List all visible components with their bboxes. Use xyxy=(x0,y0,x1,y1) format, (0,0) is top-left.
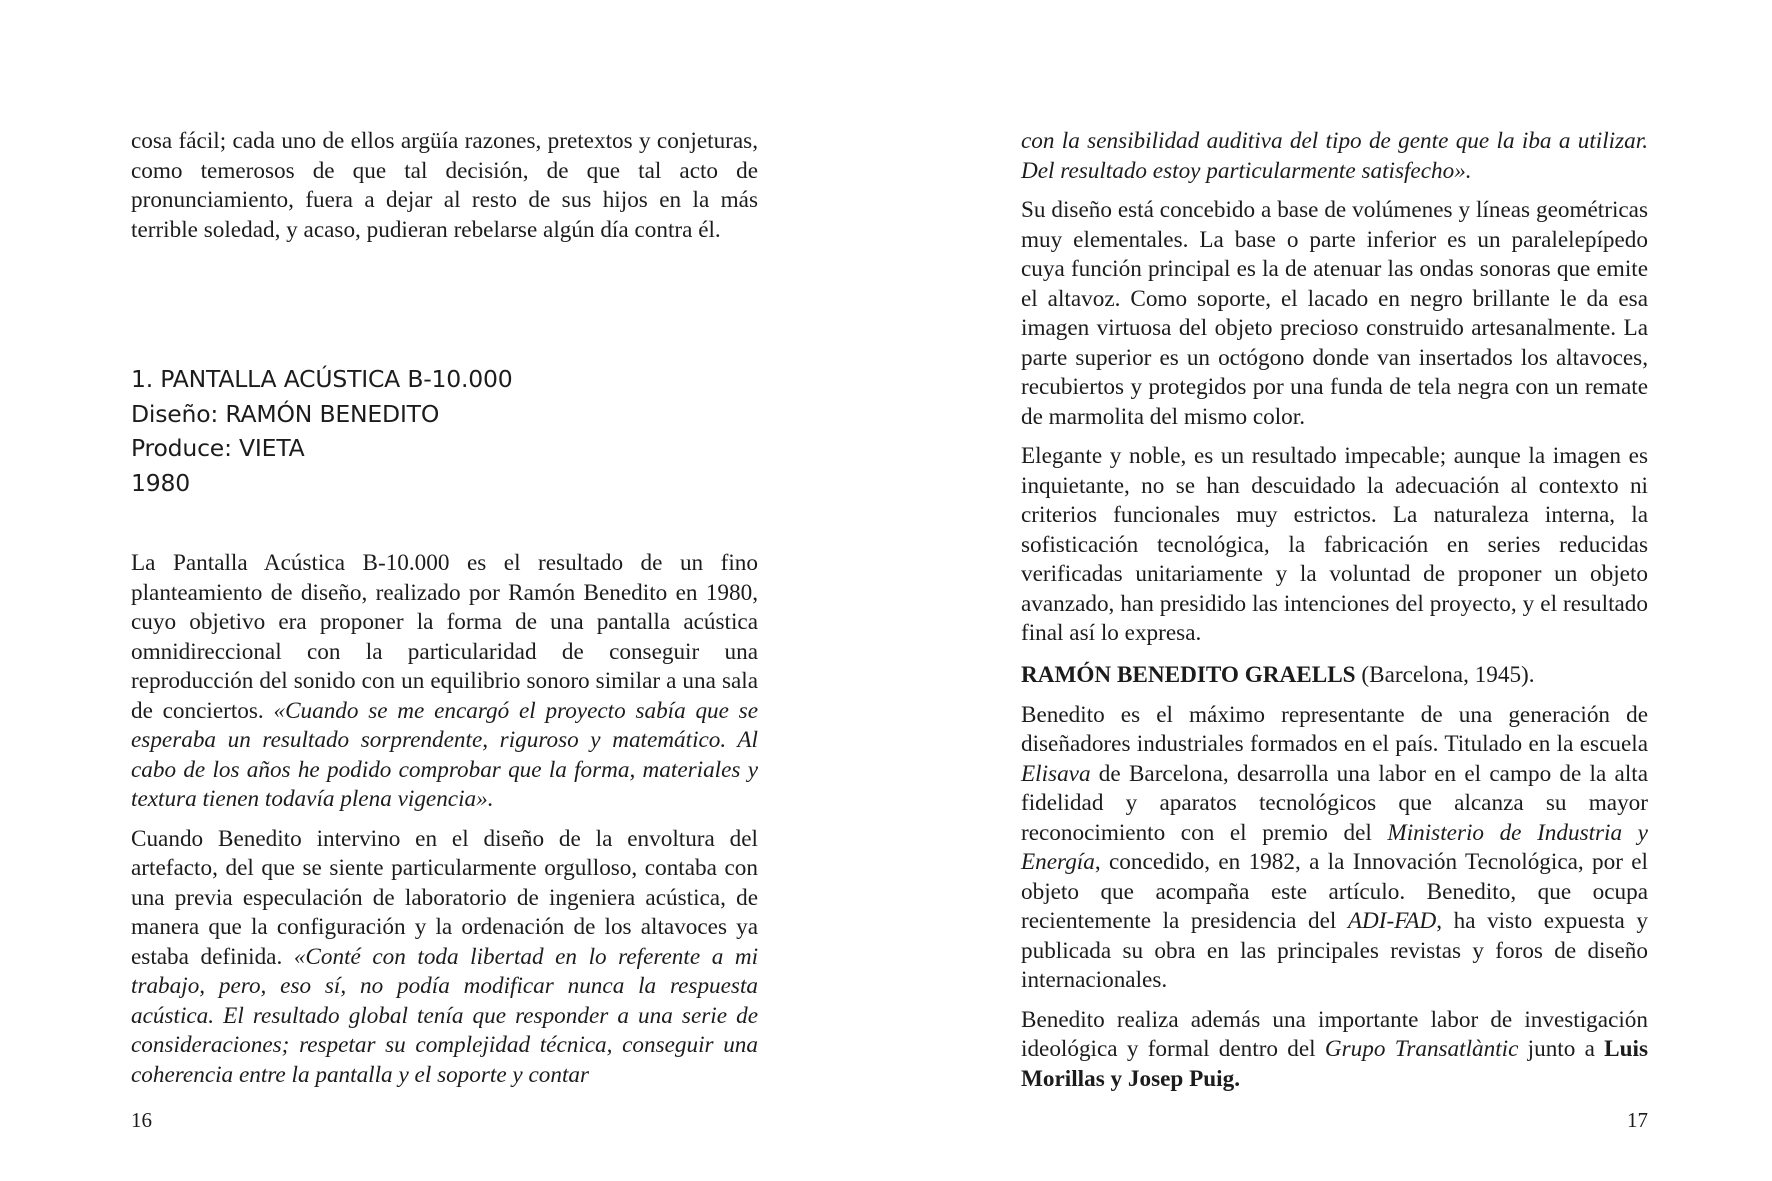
body-paragraph-2-text: Cuando Benedito intervino en el diseño de la envoltura del artefacto, del que se siente particularmente orgulloso, contaba con una previa especulación de laboratorio de ingeniera acústica, de manera que la configuración y la ordenación de los altavoces ya estaba definida. xyxy=(131,825,758,970)
article-heading xyxy=(131,362,513,500)
bio-paragraph-1-part-b: de Barcelona, desarrolla una labor en el campo de la alta fidelidad y aparatos tecnológicos que alcanza su mayor reconocimiento con el premio del xyxy=(1021,760,1648,846)
body-paragraph-2 xyxy=(131,825,758,1091)
bio-paragraph-2-part-a: Benedito realiza además una importante labor de investigación ideológica y formal dentro del xyxy=(1021,1006,1648,1062)
bio-paragraph-1-part-a: Benedito es el máximo representante de una generación de diseñadores industriales formados en el país. Titulado en la escuela xyxy=(1021,701,1648,757)
bio-paragraph-1 xyxy=(1021,701,1648,996)
page-number-left: 16 xyxy=(131,1108,152,1132)
right-body-block xyxy=(1021,127,1648,649)
designer-quote-1: «Cuando se me encargó el proyecto sabía que se esperaba un resultado sorprendente, riguroso y matemático. Al cabo de los años he podido comprobar que la forma, materiales y textura tienen todavía plena vigencia». xyxy=(131,697,758,812)
assessment-paragraph: Elegante y noble, es un resultado impecable; aunque la imagen es inquietante, no se han descuidado la adecuación al contexto ni criterios funcionales muy estrictos. La naturaleza interna, la sofisticación tecnológica, la fabricación en series reducidas verificadas unitariamente y la voluntad de proponer un objeto avanzado, han presidido las intenciones del proyecto, y el resultado final así lo expresa. xyxy=(1021,443,1648,646)
article-designer: Diseño: RAMÓN BENEDITO xyxy=(131,399,440,428)
article-producer: Produce: VIETA xyxy=(131,434,305,462)
bio-paragraph-2-part-b: junto a xyxy=(1518,1036,1605,1062)
bio-heading xyxy=(1021,661,1648,691)
body-paragraph-1 xyxy=(131,549,758,815)
quote-continuation: con la sensibilidad auditiva del tipo de gente que la iba a utilizar. Del resultado estoy particularmente satisfecho». xyxy=(1021,128,1648,184)
bio-paragraph-1-part-c: , concedido, en 1982, a la Innovación Tecnológica, por el objeto que acompaña este artículo. Benedito, que ocupa recientemente la presidencia del xyxy=(1021,849,1648,934)
body-paragraph-1-text: La Pantalla Acústica B-10.000 es el resultado de un fino planteamiento de diseño, realizado por Ramón Benedito en 1980, cuyo objetivo era proponer la forma de una pantalla acústica omnidireccional con la particularidad de conseguir una reproducción del sonido con un equilibrio sonoro similar a una sala de conciertos. xyxy=(131,550,758,724)
bio-name: RAMÓN BENEDITO GRAELLS xyxy=(1021,662,1356,688)
ministry-name: Ministerio de Industria y Energía xyxy=(1021,819,1648,875)
school-name: Elisava xyxy=(1021,760,1091,787)
article-year: 1980 xyxy=(131,468,191,497)
bio-block xyxy=(1021,661,1648,1094)
bio-origin: (Barcelona, 1945). xyxy=(1355,662,1535,688)
bio-paragraph-1-part-d: , ha visto expuesta y publicada su obra en las principales revistas y foros de diseño internacionales. xyxy=(1021,908,1648,993)
group-name: Grupo Transatlàntic xyxy=(1324,1036,1519,1062)
bio-paragraph-2 xyxy=(1021,1006,1648,1095)
intro-paragraph-block xyxy=(131,127,758,245)
adifad-name: ADI-FAD xyxy=(1347,908,1437,934)
description-paragraph: Su diseño está concebido a base de volúmenes y líneas geométricas muy elementales. La base o parte inferior es un paralelepípedo cuya función principal es la de atenuar las ondas sonoras que emite el altavoz. Como soporte, el lacado en negro brillante le da esa imagen virtuosa del objeto precioso construido artesanalmente. La parte superior es un octógono donde van insertados los altavoces, recubiertos y protegidos por una funda de tela negra con un remate de marmolita del mismo color. xyxy=(1021,197,1648,430)
collaborators-names: Luis Morillas y Josep Puig. xyxy=(1021,1036,1648,1092)
right-page xyxy=(886,0,1772,1181)
intro-paragraph: cosa fácil; cada uno de ellos argüía razones, pretextos y conjeturas, como temerosos de que tal decisión, de que tal acto de pronunciamiento, fuera a dejar al resto de sus hijos en la más terrible soledad, y acaso, pudieran rebelarse algún día contra él. xyxy=(131,128,758,243)
left-body-block xyxy=(131,549,758,1090)
page-number-right: 17 xyxy=(1627,1108,1648,1132)
designer-quote-2: «Conté con toda libertad en lo referente a mi trabajo, pero, eso sí, no podía modificar nunca la respuesta acústica. El resultado global tenía que responder a una serie de consideraciones; respetar su complejidad técnica, conseguir una coherencia entre la pantalla y el soporte y contar xyxy=(131,943,759,1088)
article-title: 1. PANTALLA ACÚSTICA B-10.000 xyxy=(131,365,513,393)
